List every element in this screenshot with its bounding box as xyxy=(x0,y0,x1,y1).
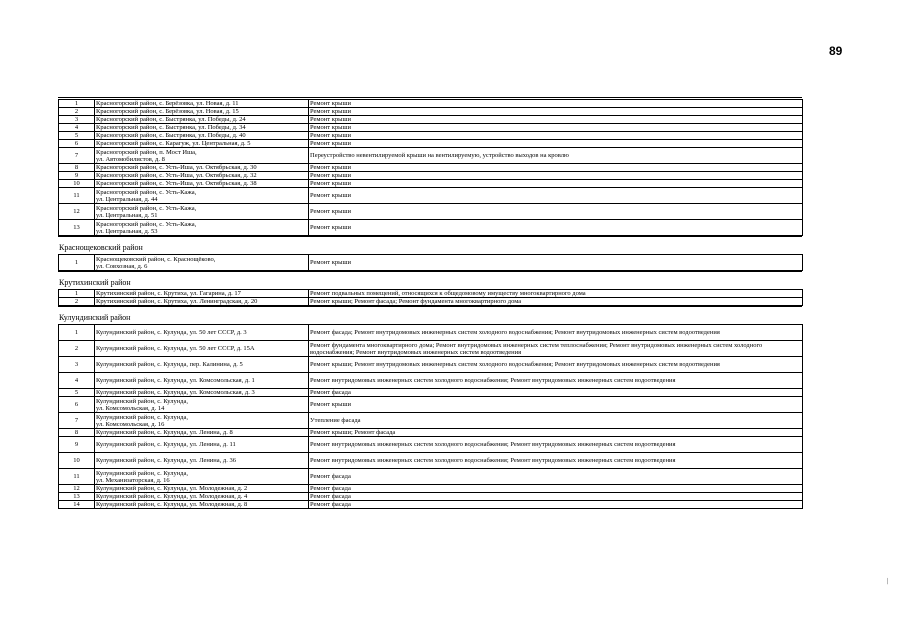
row-number: 8 xyxy=(59,429,95,437)
address-cell: Кулундинский район, с. Кулунда, ул. Молодежная, д. 8 xyxy=(95,501,309,509)
row-number: 5 xyxy=(59,389,95,397)
work-type-cell: Ремонт крыши xyxy=(309,132,803,140)
work-type-cell: Ремонт крыши xyxy=(309,116,803,124)
address-cell: Красногорский район, с. Карагуж, ул. Центральная, д. 5 xyxy=(95,140,309,148)
table-row xyxy=(59,100,803,108)
address-cell: Кулундинский район, с. Кулунда, ул. Комсомольская, д. 3 xyxy=(95,389,309,397)
address-cell: Кулундинский район, с. Кулунда, ул. Ленина, д. 11 xyxy=(95,437,309,453)
sections-container xyxy=(58,99,802,509)
table-row xyxy=(59,501,803,509)
section-title: Краснощековский район xyxy=(59,243,143,253)
table-row xyxy=(59,116,803,124)
row-number: 10 xyxy=(59,453,95,469)
address-cell: Кулундинский район, с. Кулунда, ул. Молодежная, д. 2 xyxy=(95,485,309,493)
row-number: 1 xyxy=(59,290,95,298)
row-number: 1 xyxy=(59,325,95,341)
table-row xyxy=(59,437,803,453)
table-row xyxy=(59,341,803,357)
row-number: 9 xyxy=(59,172,95,180)
table-row xyxy=(59,188,803,204)
table-row xyxy=(59,453,803,469)
table-row xyxy=(59,180,803,188)
work-type-cell: Ремонт крыши xyxy=(309,220,803,236)
address-cell: Крутихинский район, с. Крутиха, ул. Гагарина, д. 17 xyxy=(95,290,309,298)
pen-mark: / xyxy=(884,575,891,587)
row-number: 8 xyxy=(59,164,95,172)
table-row xyxy=(59,413,803,429)
work-type-cell: Ремонт крыши; Ремонт внутридомовых инженерных систем холодного водоснабжения; Ремонт внутридомовых инженерных систем водоотведения xyxy=(309,357,803,373)
address-cell: Красногорский район, п. Мост Иша, ул. Автомобилистов, д. 8 xyxy=(95,148,309,164)
row-number: 7 xyxy=(59,148,95,164)
address-cell: Красногорский район, с. Усть-Кажа, ул. Центральная, д. 44 xyxy=(95,188,309,204)
row-number: 6 xyxy=(59,140,95,148)
address-cell: Красногорский район, с. Берёзовка, ул. Новая, д. 15 xyxy=(95,108,309,116)
work-type-cell: Ремонт крыши xyxy=(309,172,803,180)
row-number: 11 xyxy=(59,469,95,485)
table-row xyxy=(59,220,803,236)
table-row xyxy=(59,429,803,437)
work-type-cell: Ремонт крыши; Ремонт фасада; Ремонт фундамента многоквартирного дома xyxy=(309,298,803,306)
table-row xyxy=(59,148,803,164)
table-row xyxy=(59,255,803,271)
work-type-cell: Ремонт крыши xyxy=(309,140,803,148)
work-type-cell: Ремонт фундамента многоквартирного дома; Ремонт внутридомовых инженерных систем теплоснабжения; Ремонт внутридомовых инженерных систем холодного водоснабжения; Ремонт внутридомовых инженерных систем водоотведения xyxy=(309,341,803,357)
address-cell: Кулундинский район, с. Кулунда, пер. Калинина, д. 5 xyxy=(95,357,309,373)
row-number: 5 xyxy=(59,132,95,140)
work-type-cell: Ремонт фасада xyxy=(309,469,803,485)
row-number: 7 xyxy=(59,413,95,429)
address-cell: Красногорский район, с. Быстрянка, ул. Победы, д. 40 xyxy=(95,132,309,140)
row-number: 2 xyxy=(59,341,95,357)
work-type-cell: Ремонт внутридомовых инженерных систем холодного водоснабжения; Ремонт внутридомовых инженерных систем водоотведения xyxy=(309,453,803,469)
row-number: 4 xyxy=(59,124,95,132)
row-number: 2 xyxy=(59,298,95,306)
work-type-cell: Ремонт крыши; Ремонт фасада xyxy=(309,429,803,437)
page-number: 89 xyxy=(829,44,843,58)
works-table xyxy=(58,289,803,306)
work-type-cell: Ремонт фасада xyxy=(309,501,803,509)
row-number: 12 xyxy=(59,204,95,220)
table-row xyxy=(59,485,803,493)
table-row xyxy=(59,172,803,180)
address-cell: Кулундинский район, с. Кулунда, ул. Ленина, д. 36 xyxy=(95,453,309,469)
work-type-cell: Ремонт подвальных помещений, относящихся к общедомовому имуществу многоквартирного дома xyxy=(309,290,803,298)
address-cell: Красногорский район, с. Быстрянка, ул. Победы, д. 34 xyxy=(95,124,309,132)
address-cell: Красногорский район, с. Усть-Иша, ул. Октябрьская, д. 32 xyxy=(95,172,309,180)
address-cell: Краснощековский район, с. Краснощёково, ул. Совхозная, д. 6 xyxy=(95,255,309,271)
address-cell: Кулундинский район, с. Кулунда, ул. Комсомольская, д. 14 xyxy=(95,397,309,413)
row-number: 3 xyxy=(59,116,95,124)
works-table xyxy=(58,99,803,236)
row-number: 2 xyxy=(59,108,95,116)
address-cell: Крутихинский район, с. Крутиха, ул. Ленинградская, д. 20 xyxy=(95,298,309,306)
work-type-cell: Ремонт крыши xyxy=(309,188,803,204)
table-row xyxy=(59,397,803,413)
address-cell: Кулундинский район, с. Кулунда, ул. Механизаторская, д. 16 xyxy=(95,469,309,485)
row-number: 13 xyxy=(59,220,95,236)
work-type-cell: Ремонт фасада xyxy=(309,389,803,397)
address-cell: Красногорский район, с. Быстрянка, ул. Победы, д. 24 xyxy=(95,116,309,124)
row-number: 1 xyxy=(59,100,95,108)
row-number: 14 xyxy=(59,501,95,509)
table-row xyxy=(59,204,803,220)
work-type-cell: Ремонт крыши xyxy=(309,108,803,116)
work-type-cell: Ремонт внутридомовых инженерных систем холодного водоснабжения; Ремонт внутридомовых инженерных систем водоотведения xyxy=(309,373,803,389)
table-row xyxy=(59,357,803,373)
table-row xyxy=(59,108,803,116)
section-title: Крутихинский район xyxy=(59,278,131,288)
document-body xyxy=(58,97,802,509)
table-row xyxy=(59,124,803,132)
table-row xyxy=(59,298,803,306)
table-row xyxy=(59,389,803,397)
work-type-cell: Ремонт крыши xyxy=(309,180,803,188)
work-type-cell: Ремонт фасада xyxy=(309,485,803,493)
section-title: Кулундинский район xyxy=(59,313,131,323)
work-type-cell: Ремонт крыши xyxy=(309,124,803,132)
row-number: 12 xyxy=(59,485,95,493)
row-number: 11 xyxy=(59,188,95,204)
address-cell: Красногорский район, с. Берёзовка, ул. Новая, д. 11 xyxy=(95,100,309,108)
address-cell: Красногорский район, с. Усть-Иша, ул. Октябрьская, д. 38 xyxy=(95,180,309,188)
address-cell: Кулундинский район, с. Кулунда, ул. 50 лет СССР, д. 3 xyxy=(95,325,309,341)
work-type-cell: Ремонт крыши xyxy=(309,397,803,413)
work-type-cell: Утепление фасада xyxy=(309,413,803,429)
address-cell: Красногорский район, с. Усть-Кажа, ул. Центральная, д. 53 xyxy=(95,220,309,236)
address-cell: Кулундинский район, с. Кулунда, ул. Молодежная, д. 4 xyxy=(95,493,309,501)
address-cell: Кулундинский район, с. Кулунда, ул. Комсомольская, д. 1 xyxy=(95,373,309,389)
work-type-cell: Ремонт крыши xyxy=(309,100,803,108)
row-number: 6 xyxy=(59,397,95,413)
works-table xyxy=(58,254,803,271)
work-type-cell: Ремонт крыши xyxy=(309,255,803,271)
table-row xyxy=(59,290,803,298)
address-cell: Кулундинский район, с. Кулунда, ул. 50 лет СССР, д. 15А xyxy=(95,341,309,357)
work-type-cell: Ремонт внутридомовых инженерных систем холодного водоснабжения; Ремонт внутридомовых инженерных систем водоотведения xyxy=(309,437,803,453)
row-number: 1 xyxy=(59,255,95,271)
row-number: 10 xyxy=(59,180,95,188)
work-type-cell: Ремонт фасада; Ремонт внутридомовых инженерных систем холодного водоснабжения; Ремонт внутридомовых инженерных систем водоотведения xyxy=(309,325,803,341)
address-cell: Кулундинский район, с. Кулунда, ул. Комсомольская, д. 16 xyxy=(95,413,309,429)
work-type-cell: Переустройство невентилируемой крыши на вентилируемую, устройство выходов на кровлю xyxy=(309,148,803,164)
work-type-cell: Ремонт крыши xyxy=(309,204,803,220)
table-row xyxy=(59,493,803,501)
table-row xyxy=(59,164,803,172)
address-cell: Кулундинский район, с. Кулунда, ул. Ленина, д. 8 xyxy=(95,429,309,437)
row-number: 4 xyxy=(59,373,95,389)
table-row xyxy=(59,325,803,341)
row-number: 13 xyxy=(59,493,95,501)
table-row xyxy=(59,140,803,148)
works-table xyxy=(58,324,803,509)
address-cell: Красногорский район, с. Усть-Кажа, ул. Центральная, д. 51 xyxy=(95,204,309,220)
table-row xyxy=(59,373,803,389)
work-type-cell: Ремонт фасада xyxy=(309,493,803,501)
table-row xyxy=(59,132,803,140)
address-cell: Красногорский район, с. Усть-Иша, ул. Октябрьская, д. 30 xyxy=(95,164,309,172)
row-number: 3 xyxy=(59,357,95,373)
work-type-cell: Ремонт крыши xyxy=(309,164,803,172)
table-row xyxy=(59,469,803,485)
row-number: 9 xyxy=(59,437,95,453)
